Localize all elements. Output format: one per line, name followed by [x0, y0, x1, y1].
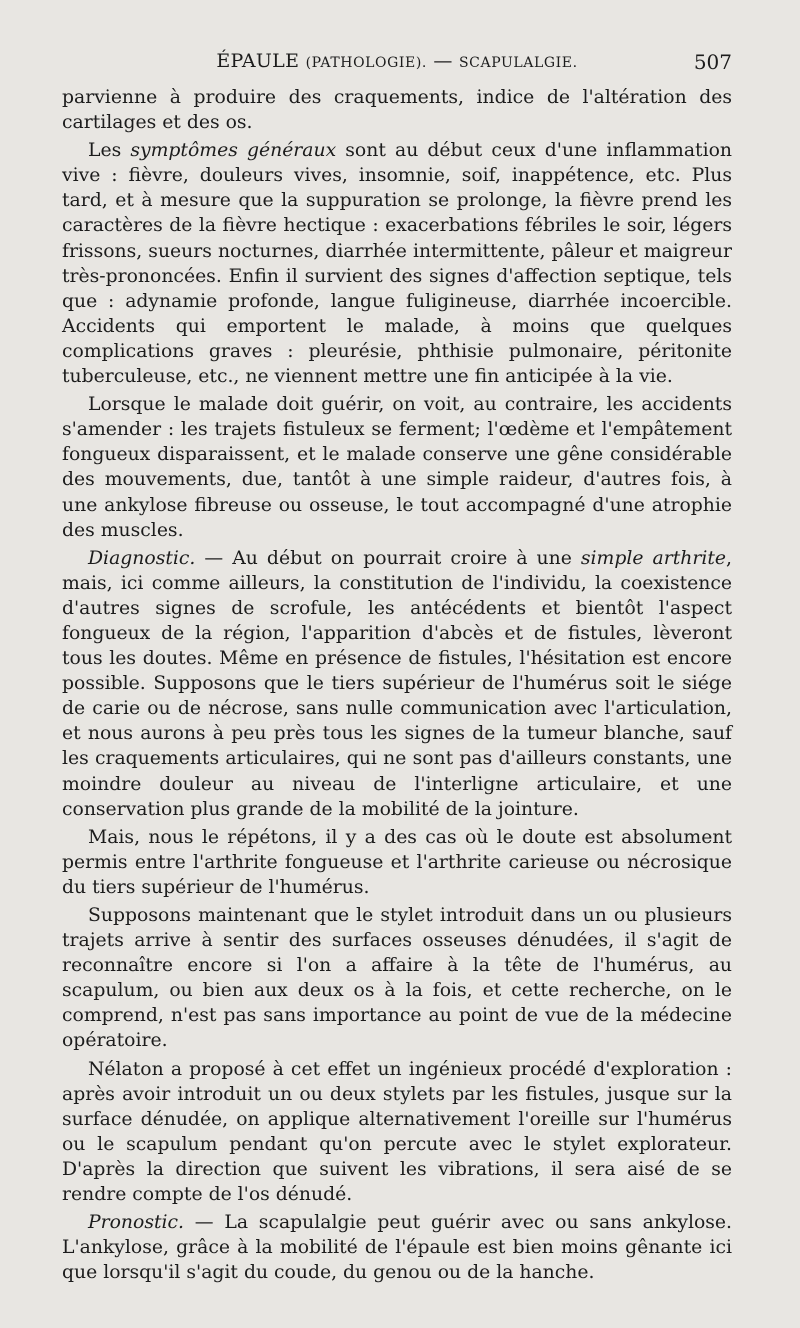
paragraph-text: Nélaton a proposé à cet effet un ingénieux procédé d'exploration : après avoir introduit un ou deux stylets par les fistules, jusque sur la surface dénudée, on applique alternativement l'oreille sur l'humérus ou le scapulum pendant qu'on percute avec le stylet explorateur. D'après la direction que suivent les vibrations, il sera aisé de se rendre compte de l'os dénudé.: [62, 1058, 732, 1206]
running-title-dash: —: [433, 50, 453, 72]
section-heading-diagnostic: Diagnostic.: [88, 547, 196, 569]
paragraph-text: , mais, ici comme ailleurs, la constitution de l'individu, la coexistence d'autres signes de scrofule, les antécédents et bientôt l'aspect fongueux de la région, l'apparition d'abcès et de fistules, lèveront tous les doutes. Même en présence de fistules, l'hésitation est encore possible. Supposons que le tiers supérieur de l'humérus soit le siége de carie ou de nécrose, sans nulle communication avec l'articulation, et nous aurons à peu près tous les signes de la tumeur blanche, sauf les craquements articulaires, qui ne sont pas d'ailleurs constants, une moindre douleur au niveau de l'interligne articulaire, et une conservation plus grande de la mobilité de la jointure.: [62, 547, 732, 820]
paragraph-continuation: [62, 85, 732, 135]
paragraph-text: Les: [88, 140, 131, 162]
running-title-topic: SCAPULALGIE.: [458, 55, 578, 71]
paragraph-text: — La scapulalgie peut guérir avec ou sans ankylose. L'ankylose, grâce à la mobilité de l'épaule est bien moins gênante ici que lorsqu'il s'agit du coude, du genou ou de la hanche.: [62, 1212, 732, 1284]
italic-term: symptômes généraux: [130, 140, 337, 162]
running-title-main: ÉPAULE: [216, 50, 300, 72]
paragraph-stylet: [62, 903, 732, 1054]
paragraph-text: sont au début ceux d'une inflammation vive : fièvre, douleurs vives, insomnie, soif, inappétence, etc. Plus tard, et à mesure que la suppuration se prolonge, la fièvre prend les caractères de la fièvre hectique : exacerbations fébriles le soir, légers frissons, sueurs nocturnes, diarrhée intermittente, pâleur et maigreur très-prononcées. Enfin il survient des signes d'affection septique, tels que : adynamie profonde, langue fuligineuse, diarrhée incoercible. Accidents qui emportent le malade, à moins que quelques complications graves : pleurésie, phthisie pulmonaire, péritonite tuberculeuse, etc., ne viennent mettre une fin anticipée à la vie.: [62, 140, 732, 388]
running-title: [62, 50, 732, 72]
running-title-sub: (PATHOLOGIE).: [305, 55, 427, 71]
section-heading-pronostic: Pronostic.: [88, 1212, 185, 1234]
paragraph-healing: [62, 392, 732, 543]
running-head: [62, 50, 732, 80]
paragraph-text: Lorsque le malade doit guérir, on voit, au contraire, les accidents s'amender : les trajets fistuleux se ferment; l'œdème et l'empâtement fongueux disparaissent, et le malade conserve une gêne considérable des mouvements, due, tantôt à une simple raideur, d'autres fois, à une ankylose fibreuse ou osseuse, le tout accompagné d'une atrophie des muscles.: [62, 394, 732, 541]
paragraph-pronostic: [62, 1210, 732, 1285]
paragraph-text: Mais, nous le répétons, il y a des cas où le doute est absolument permis entre l'arthrite fongueuse et l'arthrite carieuse ou nécrosique du tiers supérieur de l'humérus.: [62, 826, 732, 898]
italic-term: simple arthrite: [580, 547, 727, 569]
page-number: 507: [693, 50, 732, 74]
paragraph-general-symptoms: [62, 138, 732, 389]
body-text: [62, 85, 732, 1285]
paragraph-text: Supposons maintenant que le stylet introduit dans un ou plusieurs trajets arrive à sentir des surfaces osseuses dénudées, il s'agit de reconnaître encore si l'on a affaire à la tête de l'humérus, au scapulum, ou bien aux deux os à la fois, et cette recherche, on le comprend, n'est pas sans importance au point de vue de la médecine opératoire.: [62, 905, 732, 1052]
paragraph-text: — Au début on pourrait croire à une: [195, 547, 581, 569]
paragraph-doubt: [62, 825, 732, 900]
paragraph-text: parvienne à produire des craquements, indice de l'altération des cartilages et des os.: [62, 87, 732, 134]
paragraph-diagnostic: [62, 546, 732, 822]
paragraph-nelaton: [62, 1057, 732, 1208]
